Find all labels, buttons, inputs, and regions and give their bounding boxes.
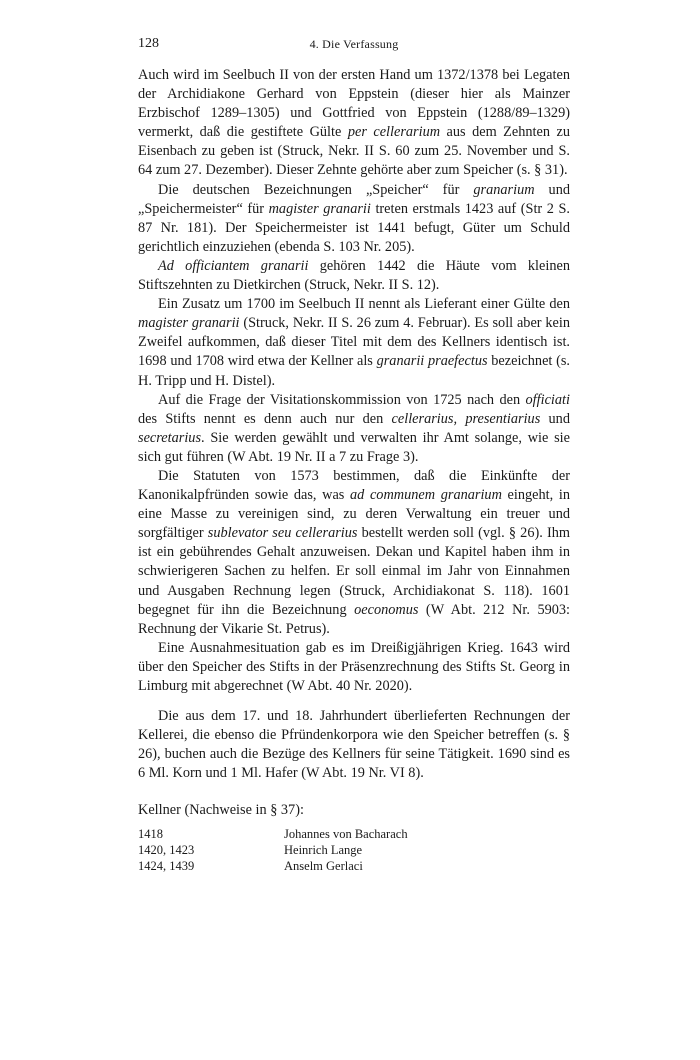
italic-term: officiati <box>525 391 570 408</box>
text-run: bezeichnet (s. H. Tripp und H. Distel). <box>138 353 571 389</box>
text-run: eingeht, in eine Masse zu vereinigen sind, zu deren Verwaltung ein treuer und sorgfältiger <box>138 487 570 542</box>
italic-term: sublevator seu cellerarius <box>207 525 358 542</box>
text-run: Die deutschen Bezeichnungen „Speicher“ für <box>158 181 474 198</box>
italic-term: magister granarii <box>138 315 240 332</box>
paragraph-7 <box>138 639 570 696</box>
italic-term: cellerarius, presentiarius <box>391 410 541 427</box>
italic-term: granarii praefectus <box>376 353 488 370</box>
text-run: (Struck, Nekr. II S. 26 zum 4. Februar). Es soll aber kein Zweifel aufkommen, daß dieser Titel mit dem des Kellners identisch ist. 1698 und 1708 wird etwa der Kellner als <box>138 315 570 370</box>
running-title: 4. Die Verfassung <box>309 37 399 51</box>
text-run: Auch wird im Seelbuch II von der ersten Hand um 1372/1378 bei Legaten der Archidiakone Gerhard von Eppstein (dieser hier als Mainzer Erzbischof 1289–1305) und Gottfried von Eppstein (1288/89–1329) vermerkt, daß die gestiftete Gülte <box>138 67 570 141</box>
kellner-name: Heinrich Lange <box>284 842 363 857</box>
text-run: Eine Ausnahmesituation gab es im Dreißigjährigen Krieg. 1643 wird über den Speicher des Stifts in der Präsenzrechnung des Stifts St. Georg in Limburg mit abgerechnet (W Abt. 40 Nr. 2020). <box>138 639 570 694</box>
kellner-row <box>138 826 408 842</box>
kellner-row <box>138 842 408 858</box>
paragraph-2 <box>138 181 570 257</box>
kellner-years: 1418 <box>138 826 163 841</box>
text-run: und „Speichermeister“ für <box>138 181 571 217</box>
page-header <box>138 36 570 56</box>
italic-term: secretarius <box>138 429 202 446</box>
text-run: (W Abt. 212 Nr. 5903: Rechnung der Vikarie St. Petrus). <box>138 601 571 637</box>
paragraph-1 <box>138 66 570 181</box>
kellner-row <box>138 858 408 874</box>
text-run: aus dem Zehnten zu Eisenbach zu geben ist (Struck, Nekr. II S. 60 zum 25. November und S. 64 zum 27. Dezember). Dieser Zehnte gehörte aber zum Speicher (s. § 31). <box>138 124 570 179</box>
italic-term: oeconomus <box>354 601 419 618</box>
kellner-name: Anselm Gerlaci <box>284 858 363 873</box>
text-run: Die aus dem 17. und 18. Jahrhundert überlieferten Rechnungen der Kellerei, die ebenso die Pfründenkorpora wie den Speicher betreffen (s. § 26), buchen auch die Bezüge des Kellners für seine Tätigkeit. 1690 sind es 6 Ml. Korn und 1 Ml. Hafer (W Abt. 19 Nr. VI 8). <box>138 708 570 782</box>
kellner-name: Johannes von Bacharach <box>284 826 408 841</box>
paragraph-4 <box>138 295 570 390</box>
text-run: bestellt werden soll (vgl. § 26). Ihm ist ein gebührendes Gehalt anzuweisen. Dekan und Kapitel haben ihm in schwierigeren Sachen zu helfen. Er soll einmal im Jahr von Einnahmen und Ausgaben Rechnung legen (Struck, Archidiakonat S. 118). 1601 begegnet für ihn die Bezeichnung <box>138 525 570 618</box>
paragraph-6 <box>138 467 570 639</box>
text-run: treten erstmals 1423 auf (Str 2 S. 87 Nr. 181). Der Speichermeister ist 1441 befugt, Güter um Schuld gerichtlich einzuziehen (ebenda S. 103 Nr. 205). <box>138 200 570 255</box>
kellner-years: 1420, 1423 <box>138 842 195 857</box>
page-body <box>138 66 570 874</box>
kellner-years: 1424, 1439 <box>138 858 195 873</box>
text-run: Auf die Frage der Visitationskommission von 1725 nach den <box>158 391 526 408</box>
text-run: . Sie werden gewählt und verwalten ihr Amt solange, wie sie sich gut führen (W Abt. 19 Nr. II a 7 zu Frage 3). <box>138 429 570 465</box>
italic-term: ad communem granarium <box>350 487 502 504</box>
page-number: 128 <box>138 36 159 51</box>
paragraph-3 <box>138 257 570 295</box>
italic-term: granarium <box>473 181 535 198</box>
text-run: gehören 1442 die Häute vom kleinen Stiftszehnten zu Dietkirchen (Struck, Nekr. II S. 12). <box>138 257 570 294</box>
text-run: Die Statuten von 1573 bestimmen, daß die Einkünfte der Kanonikalpfründen sowie das, was <box>138 467 570 504</box>
paragraph-8 <box>138 707 570 783</box>
italic-term: magister granarii <box>268 200 371 217</box>
kellner-list <box>138 826 408 874</box>
italic-term: Ad officiantem granarii <box>158 257 309 274</box>
text-run: des Stifts nennt es denn auch nur den <box>138 410 392 427</box>
italic-term: per cellerarium <box>347 124 441 141</box>
kellner-list-heading: Kellner (Nachweise in § 37): <box>138 802 304 819</box>
text-run: und <box>540 410 570 427</box>
paragraph-5 <box>138 391 570 467</box>
text-run: Ein Zusatz um 1700 im Seelbuch II nennt als Lieferant einer Gülte den <box>158 296 570 313</box>
